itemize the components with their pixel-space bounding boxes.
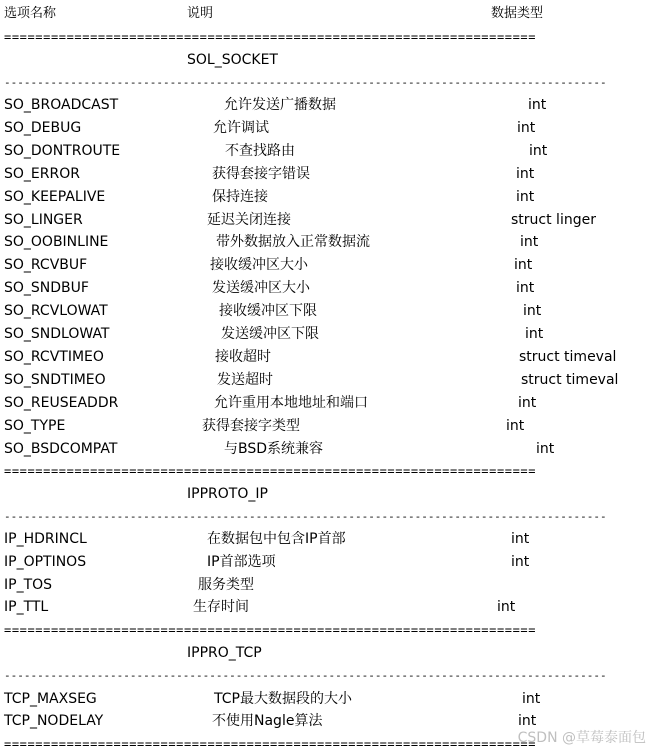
option-type: struct timeval [519,349,617,365]
option-description: 接收超时 [215,349,271,365]
option-description: TCP最大数据段的大小 [214,691,352,707]
option-description: 允许发送广播数据 [224,97,336,113]
header-option-name: 选项名称 [4,6,57,21]
option-description: 延迟关闭连接 [207,212,291,228]
header-description: 说明 [187,6,214,21]
option-description: 允许重用本地地址和端口 [214,395,368,411]
single-rule: ------------------------------------------------------------------------------------------- [4,669,607,682]
option-type: int [511,531,530,547]
option-name: TCP_MAXSEG [4,691,97,707]
option-type: struct linger [511,212,596,228]
option-type: int [517,120,536,136]
option-name: IP_OPTINOS [4,554,87,570]
option-description: 服务类型 [198,577,254,593]
option-name: IP_TOS [4,577,53,593]
option-description: 不查找路由 [225,143,295,159]
option-description: 不使用Nagle算法 [212,713,323,729]
option-name: SO_BSDCOMPAT [4,441,118,457]
option-name: SO_KEEPALIVE [4,189,106,205]
option-description: 生存时间 [193,599,249,615]
option-name: SO_ERROR [4,166,80,182]
option-type: int [525,326,544,342]
option-name: SO_REUSEADDR [4,395,119,411]
option-type: int [520,234,539,250]
single-rule: ------------------------------------------------------------------------------------------- [4,510,607,523]
option-type: int [529,143,548,159]
option-name: TCP_NODELAY [4,713,104,729]
option-type: int [516,189,535,205]
option-type: int [514,257,533,273]
option-name: SO_RCVBUF [4,257,88,273]
option-type: int [516,280,535,296]
double-rule: ==================================================================== [4,737,537,751]
option-type: int [522,691,541,707]
option-description: 与BSD系统兼容 [224,441,324,457]
option-description: 接收缓冲区下限 [219,303,317,319]
option-name: IP_HDRINCL [4,531,87,547]
option-name: SO_SNDTIMEO [4,372,106,388]
option-name: SO_SNDBUF [4,280,89,296]
option-type: int [506,418,525,434]
double-rule: ==================================================================== [4,623,537,637]
option-description: 发送缓冲区下限 [221,326,319,342]
option-name: SO_RCVLOWAT [4,303,108,319]
option-description: 带外数据放入正常数据流 [216,234,370,250]
option-name: SO_DEBUG [4,120,82,136]
double-rule: ==================================================================== [4,30,537,44]
section-title: IPPROTO_IP [187,486,268,502]
option-description: IP首部选项 [207,554,276,570]
option-description: 接收缓冲区大小 [210,257,308,273]
option-description: 发送缓冲区大小 [212,280,310,296]
option-name: SO_TYPE [4,418,66,434]
option-type: struct timeval [521,372,619,388]
option-description: 允许调试 [213,120,269,136]
option-type: int [497,599,516,615]
option-type: int [528,97,547,113]
section-title: SOL_SOCKET [187,52,278,68]
option-name: SO_DONTROUTE [4,143,121,159]
option-type: int [518,395,537,411]
option-description: 获得套接字错误 [212,166,310,182]
option-name: SO_BROADCAST [4,97,119,113]
double-rule: ==================================================================== [4,464,537,478]
option-name: SO_SNDLOWAT [4,326,110,342]
watermark: CSDN @草莓泰面包 [517,730,646,746]
option-description: 保持连接 [212,189,268,205]
option-type: int [516,166,535,182]
option-name: SO_OOBINLINE [4,234,109,250]
option-description: 获得套接字类型 [202,418,300,434]
option-type: int [518,713,537,729]
option-type: int [536,441,555,457]
option-name: SO_LINGER [4,212,83,228]
option-description: 发送超时 [217,372,273,388]
header-data-type: 数据类型 [491,6,544,21]
option-name: SO_RCVTIMEO [4,349,104,365]
option-type: int [523,303,542,319]
section-title: IPPRO_TCP [187,645,262,661]
single-rule: ------------------------------------------------------------------------------------------- [4,76,607,89]
option-name: IP_TTL [4,599,49,615]
option-description: 在数据包中包含IP首部 [207,531,346,547]
option-type: int [511,554,530,570]
